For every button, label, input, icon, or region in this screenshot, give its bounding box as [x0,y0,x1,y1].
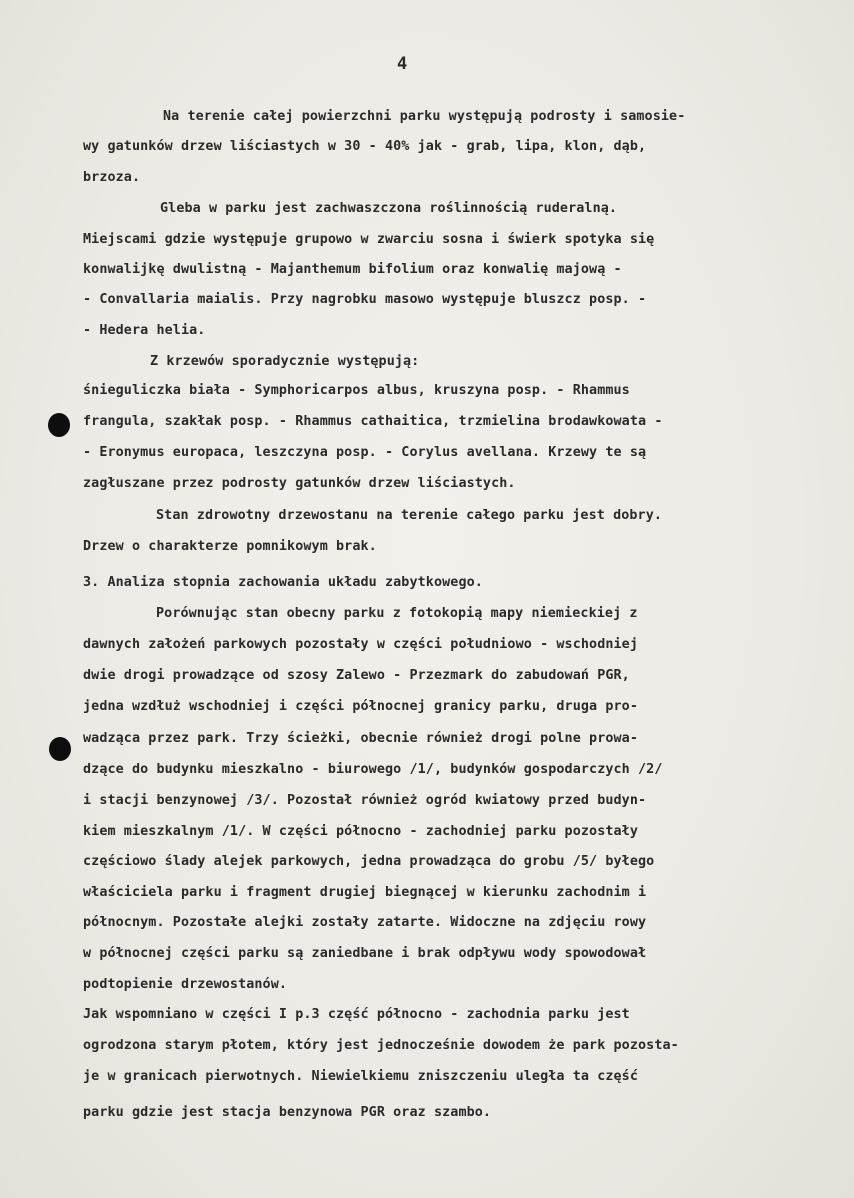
text-line: Stan zdrowotny drzewostanu na terenie całego parku jest dobry. [156,508,663,523]
text-line: dawnych założeń parkowych pozostały w części południowo - wschodniej [83,637,639,652]
text-line: Miejscami gdzie występuje grupowo w zwarciu sosna i świerk spotyka się [83,232,655,247]
text-line: wy gatunków drzew liściastych w 30 - 40% jak - grab, lipa, klon, dąb, [83,139,647,154]
text-line: frangula, szakłak posp. - Rhammus cathaitica, trzmielina brodawkowata - [83,414,663,429]
text-line: brzoza. [83,170,141,185]
text-line: i stacji benzynowej /3/. Pozostał również ogród kwiatowy przed budyn- [83,793,647,808]
text-line: podtopienie drzewostanów. [83,977,288,992]
text-line: wadząca przez park. Trzy ścieżki, obecnie również drogi polne prowa- [83,731,639,746]
text-line: północnym. Pozostałe alejki zostały zatarte. Widoczne na zdjęciu rowy [83,915,647,930]
text-line: Jak wspomniano w części I p.3 część północno - zachodnia parku jest [83,1007,630,1022]
text-line: Drzew o charakterze pomnikowym brak. [83,539,377,554]
text-line: dzące do budynku mieszkalno - biurowego /1/, budynków gospodarczych /2/ [83,762,663,777]
text-line: konwalijkę dwulistną - Majanthemum bifolium oraz konwalię majową - [83,262,622,277]
punch-hole [49,737,71,761]
text-line: właściciela parku i fragment drugiej biegnącej w kierunku zachodnim i [83,885,647,900]
text-line: jedna wzdłuż wschodniej i części północnej granicy parku, druga pro- [83,699,639,714]
text-line: Gleba w parku jest zachwaszczona roślinnością ruderalną. [160,201,618,216]
text-line: - Hedera helia. [83,323,206,338]
text-line: - Eronymus europaca, leszczyna posp. - Corylus avellana. Krzewy te są [83,445,647,460]
text-line: Na terenie całej powierzchni parku występują podrosty i samosie- [163,109,686,124]
punch-hole [48,413,70,437]
text-line: Z krzewów sporadycznie występują: [150,354,420,369]
text-line: częściowo ślady alejek parkowych, jedna prowadząca do grobu /5/ byłego [83,854,655,869]
text-line: - Convallaria maialis. Przy nagrobku masowo występuje bluszcz posp. - [83,292,647,307]
section-heading: 3. Analiza stopnia zachowania układu zabytkowego. [83,575,483,590]
text-line: zagłuszane przez podrosty gatunków drzew liściastych. [83,476,516,491]
text-line: ogrodzona starym płotem, który jest jednocześnie dowodem że park pozosta- [83,1038,679,1053]
text-line: kiem mieszkalnym /1/. W części północno - zachodniej parku pozostały [83,824,639,839]
text-line: dwie drogi prowadzące od szosy Zalewo - Przezmark do zabudowań PGR, [83,668,630,683]
text-line: Porównując stan obecny parku z fotokopią mapy niemieckiej z [156,606,638,621]
page-number: 4 [397,54,408,74]
text-line: je w granicach pierwotnych. Niewielkiemu zniszczeniu uległa ta część [83,1069,639,1084]
text-line: śnieguliczka biała - Symphoricarpos albus, kruszyna posp. - Rhammus [83,383,630,398]
text-line: w północnej części parku są zaniedbane i brak odpływu wody spowodował [83,946,647,961]
text-line: parku gdzie jest stacja benzynowa PGR oraz szambo. [83,1105,492,1120]
